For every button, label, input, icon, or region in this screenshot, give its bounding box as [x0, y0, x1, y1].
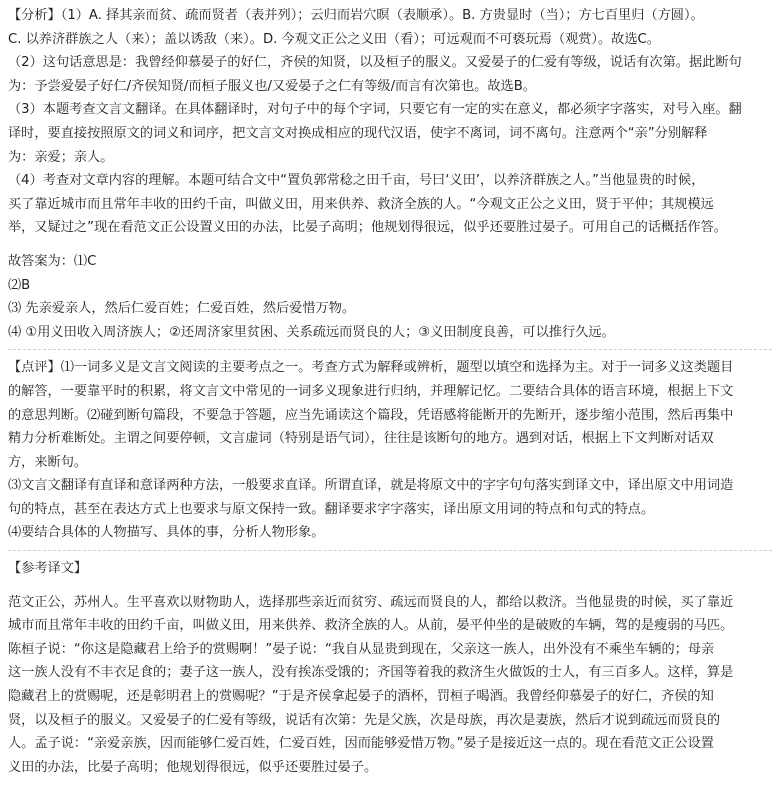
analysis-line: 译时，要直接按照原文的词义和词序，把文言文对换成相应的现代汉语，使字不离词，词不离句。注意两个“亲”分别解释: [8, 125, 708, 141]
comment-line: 的意思判断。⑵碰到断句篇段，不要急于答题，应当先诵读这个篇段，凭语感将能断开的先断开，逐步缩小范围，然后再集中: [8, 407, 734, 423]
answer-title: 故答案为：⑴C: [8, 253, 97, 269]
translation-section: [8, 557, 772, 779]
analysis-line: （4）考查对文章内容的理解。本题可结合文中“置负郭常稔之田千亩，号曰‘义田’，以养济群族之人。”当他显贵的时候，: [8, 173, 705, 189]
translation-line: 范文正公，苏州人。生平喜欢以财物助人，选择那些亲近而贫穷、疏远而贤良的人，都给以救济。当他显贵的时候，买了靠近: [8, 594, 734, 610]
analysis-line: 为：亲爱；亲人。: [8, 149, 114, 165]
comment-header: 【点评】: [8, 360, 61, 376]
comment-line: 精力分析难断处。主谓之间要停顿，文言虚词（特别是语气词），往往是该断句的地方。遇到对话，根据上下文判断对话双: [8, 431, 714, 447]
spacer: [8, 240, 772, 250]
comment-line: ⑷要结合具体的人物描写、具体的事，分析人物形象。: [8, 525, 325, 541]
translation-line: 人。孟子说：“亲爱亲族，因而能够仁爱百姓，仁爱百姓，因而能够爱惜万物。”晏子是接近这一点的。现在看范文正公设置: [8, 736, 714, 752]
analysis-line: C. 以养济群族之人（来）；盖以诱敌（来）。D. 今观文正公之义田（看）；可远观而不可亵玩焉（观赏）。故选C。: [8, 31, 660, 47]
answer-line: ⑵B: [8, 277, 31, 293]
comment-text: ⑴一词多义是文言文阅读的主要考点之一。考查方式为解释或辨析，题型以填空和选择为主。对于一词多义这类题目: [60, 360, 734, 376]
analysis-section: [8, 4, 772, 240]
translation-line: 隐藏君上的赏赐呢，还是彰明君上的赏赐呢？”于是齐侯拿起晏子的酒杯，罚桓子喝酒。我曾经仰慕晏子的好仁，齐侯的知: [8, 689, 714, 705]
analysis-line: 为：予尝爱晏子好仁/齐侯知贤/而桓子服义也/又爱晏子之仁有等级/而言有次第也。故选B。: [8, 78, 536, 94]
translation-line: 义田的办法，比晏子高明；他规划得很远，似乎还要胜过晏子。: [8, 759, 378, 775]
analysis-header: 【分析】: [8, 8, 61, 23]
analysis-line: 买了靠近城市而且常年丰收的田约千亩，叫做义田，用来供养、救济全族的人。“今观文正公之义田，贤于平仲；其规模远: [8, 196, 714, 212]
analysis-line: 举，又疑过之”现在看范文正公设置义田的办法，比晏子高明；他规划得很远，似乎还要胜过晏子。可用自己的话概括作答。: [8, 220, 727, 236]
comment-line: 的解答，一要靠平时的积累，将文言文中常见的一词多义现象进行归纳，并理解记忆。二要结合具体的语言环境，根据上下文: [8, 383, 734, 399]
comment-line-1: [8, 356, 772, 380]
analysis-line: （2）这句话意思是：我曾经仰慕晏子的好仁，齐侯的知贤，以及桓子的服义。又爱晏子的仁爱有等级，说话有次第。据此断句: [8, 55, 742, 71]
comment-section: [8, 356, 772, 545]
answer-line: ⑷ ①用义田收入周济族人；②还周济家里贫困、关系疏远而贤良的人；③义田制度良善，可以推行久远。: [8, 324, 615, 340]
comment-line: ⑶文言文翻译有直译和意译两种方法，一般要求直译。所谓直译，就是将原文中的字字句句落实到译文中，译出原文中用词造: [8, 478, 734, 494]
comment-line: 方，来断句。: [8, 454, 88, 470]
translation-header: 【参考译文】: [8, 561, 88, 577]
answer-line: ⑶ 先亲爱亲人，然后仁爱百姓；仁爱百姓，然后爱惜万物。: [8, 301, 356, 317]
comment-line: 句的特点，甚至在表达方式上也要求与原文保持一致。翻译要求字字落实，译出原文用词的特点和句式的特点。: [8, 501, 655, 517]
translation-line: 陈桓子说：“你这是隐藏君上给予的赏赐啊！”晏子说：“我自从显贵到现在，父亲这一族人，出外没有不乘坐车辆的；母亲: [8, 641, 715, 657]
analysis-text: （1）A. 择其亲而贫、疏而贤者（表并列）；云归而岩穴暝（表顺承）。B. 方贵显时（当）；方七百里归（方圆）。: [60, 8, 704, 23]
answer-section: [8, 250, 772, 344]
translation-line: 这一族人没有不丰衣足食的；妻子这一族人，没有挨冻受饿的；齐国等着我的救济生火做饭的士人，有三百多人。这样，算是: [8, 665, 734, 681]
analysis-line-1: [8, 4, 772, 28]
section-divider: [8, 550, 772, 551]
spacer: [8, 581, 772, 591]
translation-line: 贤，以及桓子的服义。又爱晏子的仁爱有等级，说话有次第：先是父族，次是母族，再次是妻族，然后才说到疏远而贤良的: [8, 712, 721, 728]
translation-line: 城市而且常年丰收的田约千亩，叫做义田，用来供养、救济全族的人。从前，晏平仲坐的是破败的车辆，驾的是瘦弱的马匹。: [8, 618, 734, 634]
analysis-line: （3）本题考查文言文翻译。在具体翻译时，对句子中的每个字词，只要它有一定的实在意义，都必须字字落实，对号入座。翻: [8, 102, 742, 118]
section-divider: [8, 349, 772, 350]
